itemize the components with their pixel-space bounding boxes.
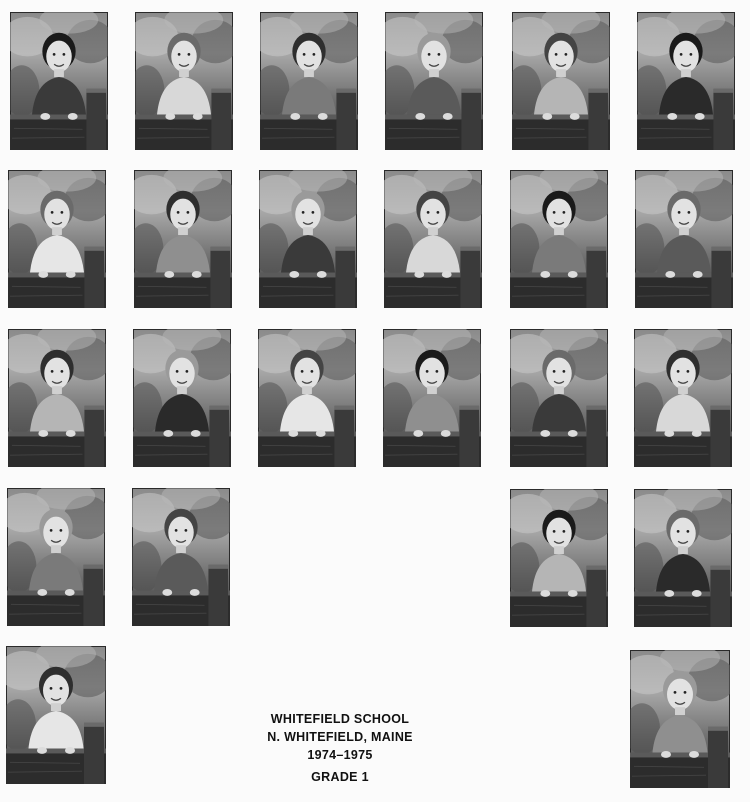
portrait-image [635, 170, 733, 308]
portrait-image [383, 329, 481, 467]
portrait-image [7, 488, 105, 626]
portrait-image [384, 170, 482, 308]
school-years: 1974–1975 [307, 748, 373, 762]
student-portrait [637, 12, 735, 150]
portrait-image [630, 650, 730, 788]
portrait-image [260, 12, 358, 150]
portrait-image [8, 329, 106, 467]
student-portrait [133, 329, 231, 467]
portrait-image [637, 12, 735, 150]
portrait-image [385, 12, 483, 150]
portrait-image [258, 329, 356, 467]
portrait-image [634, 489, 732, 627]
school-location: N. WHITEFIELD, MAINE [267, 730, 413, 744]
student-portrait [385, 12, 483, 150]
student-portrait [260, 12, 358, 150]
school-name: WHITEFIELD SCHOOL [270, 712, 410, 726]
portrait-image [133, 329, 231, 467]
portrait-image [510, 170, 608, 308]
student-portrait [635, 170, 733, 308]
student-portrait [510, 489, 608, 627]
student-portrait [8, 170, 106, 308]
portrait-image [132, 488, 230, 626]
portrait-image [134, 170, 232, 308]
student-portrait [383, 329, 481, 467]
student-portrait [258, 329, 356, 467]
student-portrait [6, 646, 106, 784]
student-portrait [7, 488, 105, 626]
portrait-image [259, 170, 357, 308]
student-portrait [510, 170, 608, 308]
student-portrait [384, 170, 482, 308]
portrait-image [510, 489, 608, 627]
portrait-image [135, 12, 233, 150]
photo-caption [240, 710, 440, 786]
student-portrait [134, 170, 232, 308]
student-portrait [510, 329, 608, 467]
student-portrait [634, 329, 732, 467]
teacher-portrait [630, 650, 730, 788]
portrait-image [510, 329, 608, 467]
portrait-image [512, 12, 610, 150]
student-portrait [8, 329, 106, 467]
portrait-image [10, 12, 108, 150]
portrait-image [8, 170, 106, 308]
portrait-image [6, 646, 106, 784]
student-portrait [259, 170, 357, 308]
student-portrait [634, 489, 732, 627]
student-portrait [10, 12, 108, 150]
student-portrait [512, 12, 610, 150]
grade-label: GRADE 1 [311, 770, 369, 784]
student-portrait [135, 12, 233, 150]
student-portrait [132, 488, 230, 626]
portrait-image [634, 329, 732, 467]
